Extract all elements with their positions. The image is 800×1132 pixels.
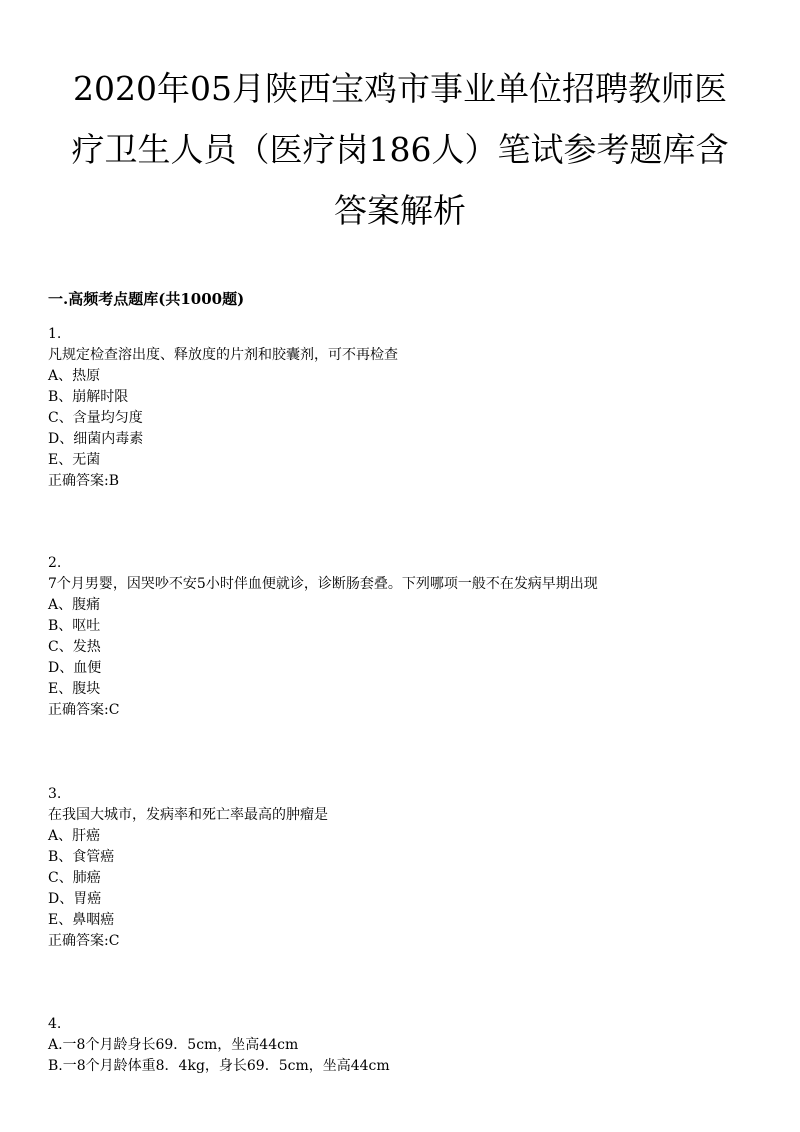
question-stem: 7个月男婴，因哭吵不安5小时伴血便就诊，诊断肠套叠。下列哪项一般不在发病早期出现	[48, 576, 598, 592]
question-stem: 凡规定检查溶出度、释放度的片剂和胶囊剂，可不再检查	[48, 347, 398, 363]
option-a: A、热原	[48, 368, 101, 384]
title-line-1: 2020年05月陕西宝鸡市事业单位招聘教师医	[73, 69, 727, 108]
page-title	[40, 58, 760, 241]
correct-answer: 正确答案:C	[48, 933, 120, 949]
option-a: A、肝癌	[48, 828, 101, 844]
question-stem: 在我国大城市，发病率和死亡率最高的肿瘤是	[48, 807, 328, 823]
question-number: 2.	[48, 555, 62, 571]
question-number: 3.	[48, 786, 62, 802]
option-c: C、发热	[48, 639, 101, 655]
question-4	[48, 1014, 390, 1077]
option-d: D、血便	[48, 660, 102, 676]
option-b: B、呕吐	[48, 618, 101, 634]
title-line-3: 答案解析	[334, 191, 466, 230]
correct-answer: 正确答案:B	[48, 473, 120, 489]
question-number: 1.	[48, 326, 62, 342]
title-line-2: 疗卫生人员（医疗岗186人）笔试参考题库含	[71, 130, 729, 169]
option-e: E、无菌	[48, 452, 101, 468]
option-a: A.一8个月龄身长69．5cm，坐高44cm	[48, 1037, 299, 1053]
correct-answer: 正确答案:C	[48, 702, 120, 718]
option-c: C、含量均匀度	[48, 410, 143, 426]
question-2	[48, 553, 598, 721]
question-1	[48, 324, 398, 492]
option-d: D、胃癌	[48, 891, 102, 907]
option-b: B、食管癌	[48, 849, 115, 865]
option-e: E、腹块	[48, 681, 101, 697]
option-e: E、鼻咽癌	[48, 912, 115, 928]
option-b: B、崩解时限	[48, 389, 129, 405]
question-number: 4.	[48, 1016, 62, 1032]
option-a: A、腹痛	[48, 597, 101, 613]
option-b: B.一8个月龄体重8．4kg，身长69．5cm，坐高44cm	[48, 1058, 390, 1074]
option-c: C、肺癌	[48, 870, 101, 886]
option-d: D、细菌内毒素	[48, 431, 144, 447]
section-heading: 一.高频考点题库(共1000题)	[48, 290, 245, 308]
question-3	[48, 784, 328, 952]
